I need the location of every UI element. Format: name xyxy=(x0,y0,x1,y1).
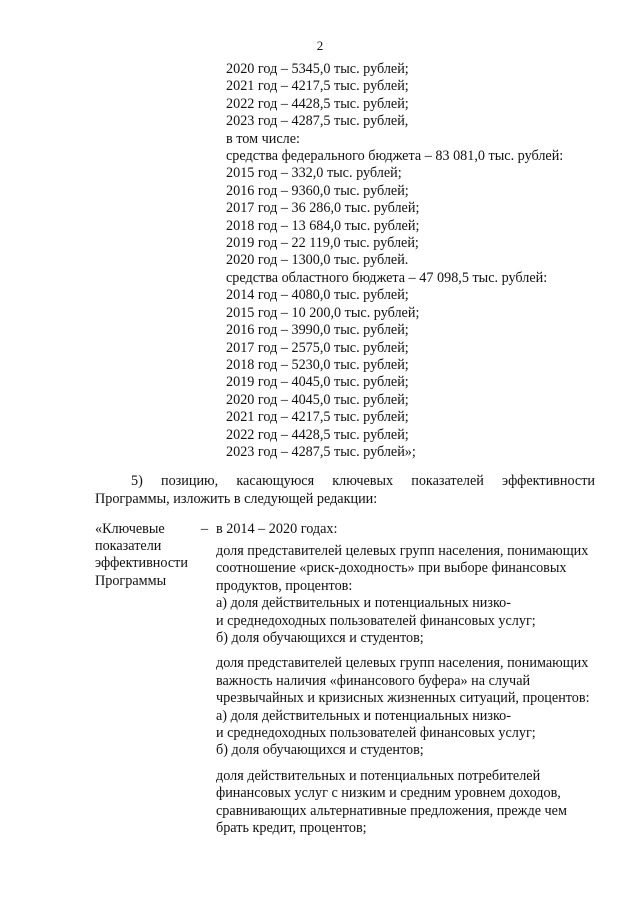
indicator-block xyxy=(216,768,606,838)
budget-line: 2022 год – 4428,5 тыс. рублей; xyxy=(226,426,409,443)
budget-line: средства федерального бюджета – 83 081,0 тыс. рублей: xyxy=(226,148,564,165)
budget-line: 2020 год – 5345,0 тыс. рублей; xyxy=(226,61,409,77)
budget-line: в том числе: xyxy=(226,130,300,147)
indicator-line: б) доля обучающихся и студентов; xyxy=(216,630,424,647)
budget-line: 2018 год – 13 684,0 тыс. рублей; xyxy=(226,217,420,234)
indicator-line: продуктов, процентов: xyxy=(216,577,353,594)
section-intro xyxy=(95,472,595,508)
budget-line: 2018 год – 5230,0 тыс. рублей; xyxy=(226,356,409,373)
indicator-line: б) доля обучающихся и студентов; xyxy=(216,742,424,759)
budget-line: 2015 год – 10 200,0 тыс. рублей; xyxy=(226,304,420,321)
indicators-period: в 2014 – 2020 годах: xyxy=(216,521,338,537)
budget-line: 2016 год – 3990,0 тыс. рублей; xyxy=(226,322,409,339)
indicator-line: важность наличия «финансового буфера» на случай xyxy=(216,672,531,689)
indicator-line: брать кредит, процентов; xyxy=(216,820,367,837)
budget-line: средства областного бюджета – 47 098,5 тыс. рублей: xyxy=(226,269,548,286)
indicator-line: и среднедоходных пользователей финансовых услуг; xyxy=(216,612,536,629)
page-number: 2 xyxy=(316,38,324,53)
indicator-line: соотношение «риск-доходность» при выборе финансовых xyxy=(216,560,567,577)
indicator-block xyxy=(216,655,606,759)
budget-line: 2019 год – 22 119,0 тыс. рублей; xyxy=(226,235,419,252)
budget-line: 2023 год – 4287,5 тыс. рублей»; xyxy=(226,443,416,460)
intro-line-2: Программы, изложить в следующей редакции: xyxy=(95,491,378,507)
indicators-label-line: «Ключевые xyxy=(95,521,165,537)
budget-line: 2021 год – 4217,5 тыс. рублей; xyxy=(226,78,409,95)
budget-line: 2017 год – 2575,0 тыс. рублей; xyxy=(226,339,409,356)
budget-line: 2016 год – 9360,0 тыс. рублей; xyxy=(226,182,409,199)
budget-line: 2015 год – 332,0 тыс. рублей; xyxy=(226,165,402,182)
indicator-line: и среднедоходных пользователей финансовых услуг; xyxy=(216,725,536,742)
indicator-line: чрезвычайных и кризисных жизненных ситуаций, процентов: xyxy=(216,690,590,707)
indicators-label-line: Программы xyxy=(95,572,167,589)
indicators-label xyxy=(95,521,207,590)
intro-line-1: 5) позицию, касающуюся ключевых показателей эффективности xyxy=(131,473,595,489)
budget-line: 2017 год – 36 286,0 тыс. рублей; xyxy=(226,200,420,217)
indicator-block xyxy=(216,543,606,647)
indicators-content xyxy=(216,543,606,846)
budget-line: 2022 год – 4428,5 тыс. рублей; xyxy=(226,95,409,112)
indicators-label-line: эффективности xyxy=(95,555,188,572)
indicator-line: доля действительных и потенциальных потребителей xyxy=(216,767,541,784)
indicator-line: а) доля действительных и потенциальных низко- xyxy=(216,595,511,612)
indicators-label-line: показатели xyxy=(95,538,162,555)
indicator-line: доля представителей целевых групп населения, понимающих xyxy=(216,655,589,672)
budget-list xyxy=(226,61,626,461)
indicator-line: а) доля действительных и потенциальных низко- xyxy=(216,707,511,724)
budget-line: 2021 год – 4217,5 тыс. рублей; xyxy=(226,409,409,426)
budget-line: 2023 год – 4287,5 тыс. рублей, xyxy=(226,113,409,130)
indicator-line: финансовых услуг с низким и средним уровнем доходов, xyxy=(216,785,561,802)
budget-line: 2020 год – 4045,0 тыс. рублей; xyxy=(226,391,409,408)
budget-line: 2014 год – 4080,0 тыс. рублей; xyxy=(226,287,409,304)
label-dash: – xyxy=(201,521,209,537)
indicator-line: доля представителей целевых групп населения, понимающих xyxy=(216,543,589,559)
budget-line: 2019 год – 4045,0 тыс. рублей; xyxy=(226,374,409,391)
budget-line: 2020 год – 1300,0 тыс. рублей. xyxy=(226,252,409,269)
indicator-line: сравнивающих альтернативные предложения, прежде чем xyxy=(216,802,567,819)
